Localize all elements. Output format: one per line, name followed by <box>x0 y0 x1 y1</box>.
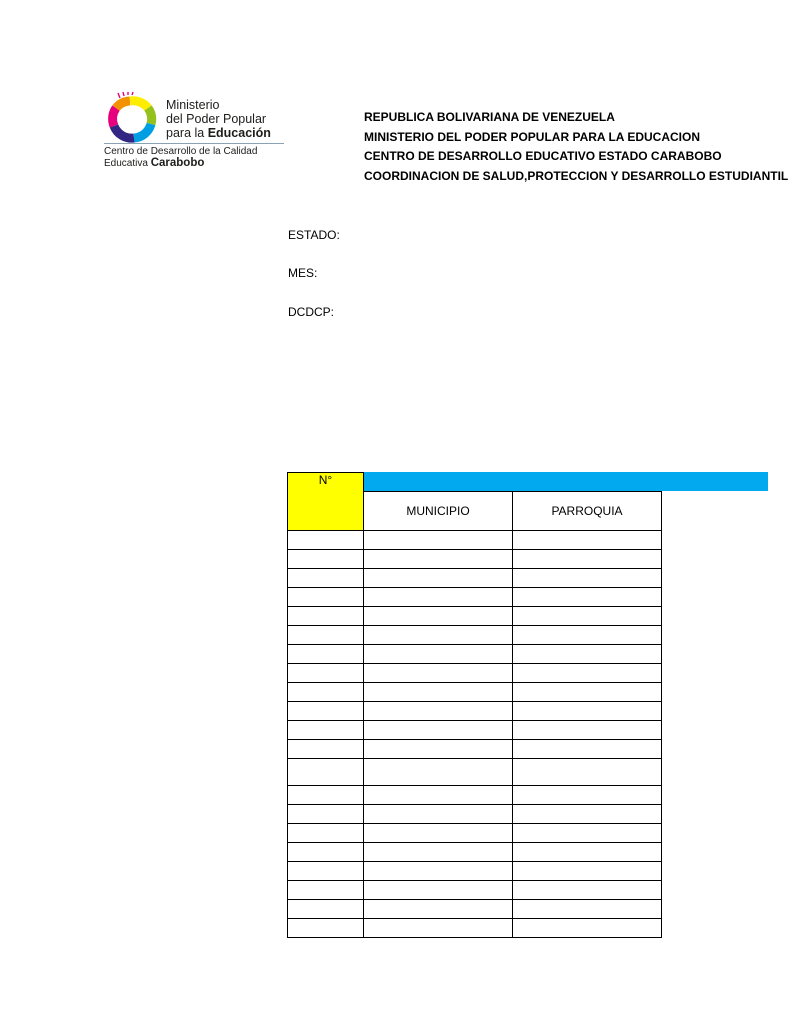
table-row <box>288 861 662 880</box>
municipio-cell[interactable] <box>364 587 513 606</box>
municipio-cell[interactable] <box>364 785 513 804</box>
municipio-cell[interactable] <box>364 568 513 587</box>
document-header <box>364 108 788 186</box>
municipio-cell[interactable] <box>364 861 513 880</box>
number-cell[interactable] <box>288 861 364 880</box>
parroquia-cell[interactable] <box>513 587 662 606</box>
parroquia-cell[interactable] <box>513 861 662 880</box>
number-cell[interactable] <box>288 785 364 804</box>
table-row <box>288 568 662 587</box>
municipio-cell[interactable] <box>364 899 513 918</box>
municipio-cell[interactable] <box>364 663 513 682</box>
table-row <box>288 720 662 739</box>
number-cell[interactable] <box>288 842 364 861</box>
parroquia-cell[interactable] <box>513 549 662 568</box>
header-line-3: CENTRO DE DESARROLLO EDUCATIVO ESTADO CARABOBO <box>364 149 722 163</box>
header-line-2: MINISTERIO DEL PODER POPULAR PARA LA EDUCACION <box>364 129 701 144</box>
logo-subtitle <box>104 147 257 169</box>
municipio-cell[interactable] <box>364 739 513 758</box>
table-row <box>288 701 662 720</box>
municipio-cell[interactable] <box>364 530 513 549</box>
logo-line-2: del Poder Popular <box>166 112 267 126</box>
logo-sub-bold: Carabobo <box>150 156 205 169</box>
municipio-cell[interactable] <box>364 842 513 861</box>
number-cell[interactable] <box>288 804 364 823</box>
ministry-logo <box>104 92 288 172</box>
table-row <box>288 739 662 758</box>
parroquia-cell[interactable] <box>513 899 662 918</box>
header-line-4: COORDINACION DE SALUD,PROTECCION Y DESARROLLO ESTUDIANTIL <box>364 168 788 183</box>
municipio-column-header: MUNICIPIO <box>364 491 513 530</box>
parroquia-cell[interactable] <box>513 804 662 823</box>
table-row <box>288 587 662 606</box>
municipio-cell[interactable] <box>364 625 513 644</box>
table-row <box>288 823 662 842</box>
parroquia-cell[interactable] <box>513 568 662 587</box>
table-row <box>288 682 662 701</box>
number-cell[interactable] <box>288 663 364 682</box>
municipio-cell[interactable] <box>364 701 513 720</box>
parroquia-cell[interactable] <box>513 739 662 758</box>
parroquia-cell[interactable] <box>513 842 662 861</box>
number-cell[interactable] <box>288 530 364 549</box>
parroquia-column-header: PARROQUIA <box>513 491 662 530</box>
municipio-cell[interactable] <box>364 682 513 701</box>
parroquia-cell[interactable] <box>513 918 662 937</box>
parroquia-cell[interactable] <box>513 823 662 842</box>
table-row <box>288 842 662 861</box>
number-cell[interactable] <box>288 758 364 785</box>
ministry-ring-icon <box>104 92 160 144</box>
number-cell[interactable] <box>288 549 364 568</box>
logo-line-1: Ministerio <box>166 98 220 112</box>
parroquia-cell[interactable] <box>513 880 662 899</box>
municipio-cell[interactable] <box>364 804 513 823</box>
table-row <box>288 804 662 823</box>
table-row <box>288 663 662 682</box>
parroquia-cell[interactable] <box>513 663 662 682</box>
mes-label: MES: <box>288 266 318 280</box>
logo-title <box>166 98 271 140</box>
table-row <box>288 758 662 785</box>
parroquia-cell[interactable] <box>513 530 662 549</box>
logo-line-3-prefix: para la <box>166 126 208 140</box>
number-cell[interactable] <box>288 918 364 937</box>
number-cell[interactable] <box>288 739 364 758</box>
logo-sub-line-1: Centro de Desarrollo de la Calidad <box>104 146 258 157</box>
number-cell[interactable] <box>288 899 364 918</box>
municipio-cell[interactable] <box>364 549 513 568</box>
table-row <box>288 899 662 918</box>
parroquia-cell[interactable] <box>513 785 662 804</box>
municipio-cell[interactable] <box>364 758 513 785</box>
municipio-cell[interactable] <box>364 720 513 739</box>
parroquia-cell[interactable] <box>513 701 662 720</box>
estado-label: ESTADO: <box>288 228 340 242</box>
municipio-cell[interactable] <box>364 918 513 937</box>
table-row <box>288 785 662 804</box>
number-cell[interactable] <box>288 701 364 720</box>
number-cell[interactable] <box>288 644 364 663</box>
table-row <box>288 880 662 899</box>
table-row <box>288 918 662 937</box>
dcdcp-label: DCDCP: <box>288 305 335 319</box>
parroquia-cell[interactable] <box>513 682 662 701</box>
parroquia-cell[interactable] <box>513 644 662 663</box>
logo-line-3-bold: Educación <box>207 126 271 140</box>
number-cell[interactable] <box>288 587 364 606</box>
municipio-cell[interactable] <box>364 823 513 842</box>
parroquia-cell[interactable] <box>513 758 662 785</box>
number-cell[interactable] <box>288 720 364 739</box>
municipio-cell[interactable] <box>364 606 513 625</box>
number-cell[interactable] <box>288 606 364 625</box>
table-row <box>288 625 662 644</box>
number-column-header: N° <box>288 473 364 531</box>
parroquia-cell[interactable] <box>513 625 662 644</box>
logo-divider <box>104 143 284 144</box>
municipio-cell[interactable] <box>364 880 513 899</box>
parroquia-cell[interactable] <box>513 606 662 625</box>
municipio-cell[interactable] <box>364 644 513 663</box>
number-cell[interactable] <box>288 823 364 842</box>
table-row <box>288 606 662 625</box>
number-cell[interactable] <box>288 625 364 644</box>
table-row <box>288 530 662 549</box>
header-spacer <box>364 473 662 492</box>
logo-sub-line-2 <box>104 158 257 170</box>
number-cell[interactable] <box>288 568 364 587</box>
number-cell[interactable] <box>288 880 364 899</box>
logo-sub-prefix: Educativa <box>104 157 151 169</box>
number-cell[interactable] <box>288 682 364 701</box>
data-table <box>287 472 662 938</box>
table-row <box>288 549 662 568</box>
header-line-1: REPUBLICA BOLIVARIANA DE VENEZUELA <box>364 110 615 124</box>
parroquia-cell[interactable] <box>513 720 662 739</box>
table-row <box>288 644 662 663</box>
logo-line-3 <box>166 126 271 140</box>
